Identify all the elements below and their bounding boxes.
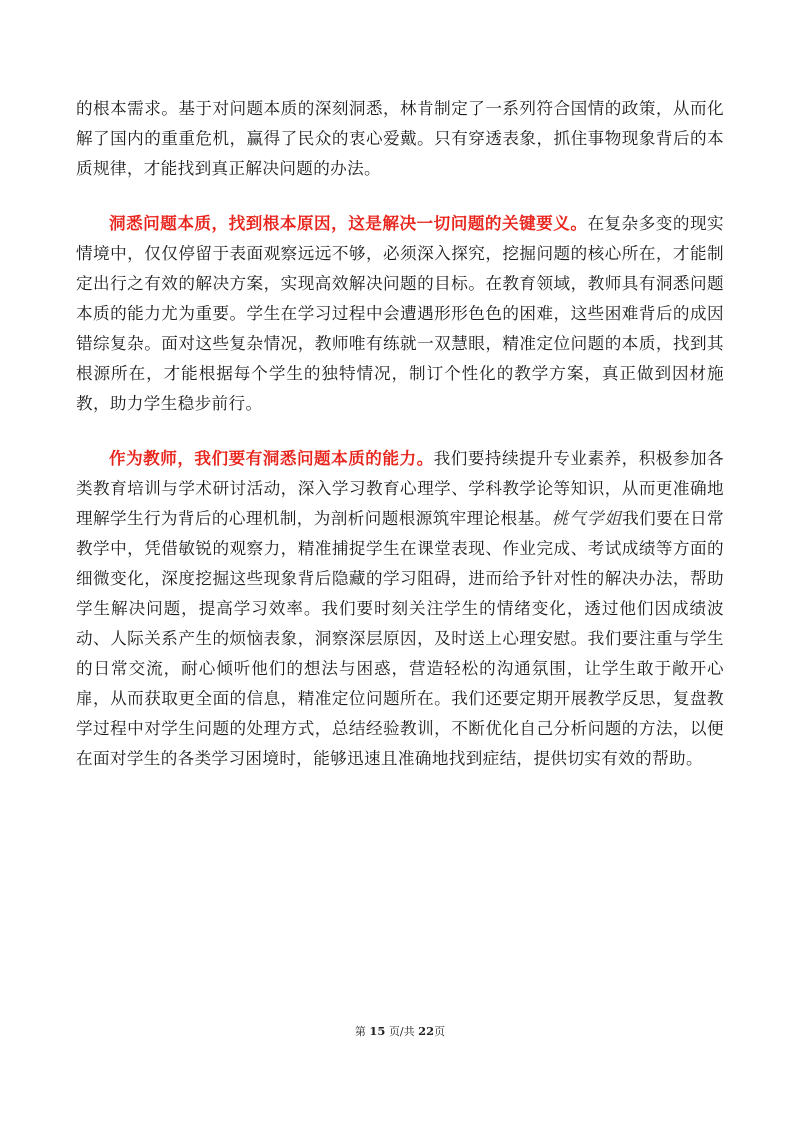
paragraph-essence: [76, 209, 724, 419]
watermark-stamp: 桃气学姐: [551, 509, 623, 528]
paragraph-text: 我们要持续提升专业素养，积极参加各类教育培训与学术研讨活动，深入学习教育心理学、学科教学论等知识，从而更准确地理解学生行为背后的心理机制，为剖析问题根源筑牢理论根基。: [76, 449, 724, 528]
paragraph-teacher-ability: [76, 444, 724, 774]
paragraph-continuation: [76, 94, 724, 184]
footer-page-number: 15: [369, 1024, 386, 1038]
paragraph-text: 在复杂多变的现实情境中，仅仅停留于表面观察远远不够，必须深入探究，挖掘问题的核心所在，才能制定出行之有效的解决方案，实现高效解决问题的目标。在教育领域，教师具有洞悉问题本质的能力尤为重要。学生在学习过程中会遭遇形形色色的困难，这些困难背后的成因错综复杂。面对这些复杂情况，教师唯有练就一双慧眼，精准定位问题的本质，找到其根源所在，才能根据每个学生的独特情况，制订个性化的教学方案，真正做到因材施教，助力学生稳步前行。: [76, 214, 724, 413]
paragraph-text: 的根本需求。基于对问题本质的深刻洞悉，林肯制定了一系列符合国情的政策，从而化解了国内的重重危机，赢得了民众的衷心爱戴。只有穿透表象，抓住事物现象背后的本质规律，才能找到真正解决问题的办法。: [76, 99, 724, 178]
footer-middle: 页/共: [385, 1025, 419, 1038]
page-footer: [0, 1023, 800, 1039]
paragraph-lead-heading: 作为教师，我们要有洞悉问题本质的能力。: [109, 449, 434, 468]
footer-total-pages: 22: [418, 1024, 435, 1038]
paragraph-lead-heading: 洞悉问题本质，找到根本原因，这是解决一切问题的关键要义。: [109, 214, 588, 233]
paragraph-text: 我们要在日常教学中，凭借敏锐的观察力，精准捕捉学生在课堂表现、作业完成、考试成绩等方面的细微变化，深度挖掘这些现象背后隐藏的学习阻碍，进而给予针对性的解决办法，帮助学生解决问题，提高学习效率。我们要时刻关注学生的情绪变化，透过他们因成绩波动、人际关系产生的烦恼表象，洞察深层原因，及时送上心理安慰。我们要注重与学生的日常交流，耐心倾听他们的想法与困惑，营造轻松的沟通氛围，让学生敢于敞开心扉，从而获取更全面的信息，精准定位问题所在。我们还要定期开展教学反思，复盘教学过程中对学生问题的处理方式，总结经验教训，不断优化自己分析问题的方法，以便在面对学生的各类学习困境时，能够迅速且准确地找到症结，提供切实有效的帮助。: [76, 509, 724, 768]
footer-suffix: 页: [434, 1025, 446, 1038]
footer-prefix: 第: [354, 1025, 370, 1038]
document-page: [76, 94, 724, 774]
